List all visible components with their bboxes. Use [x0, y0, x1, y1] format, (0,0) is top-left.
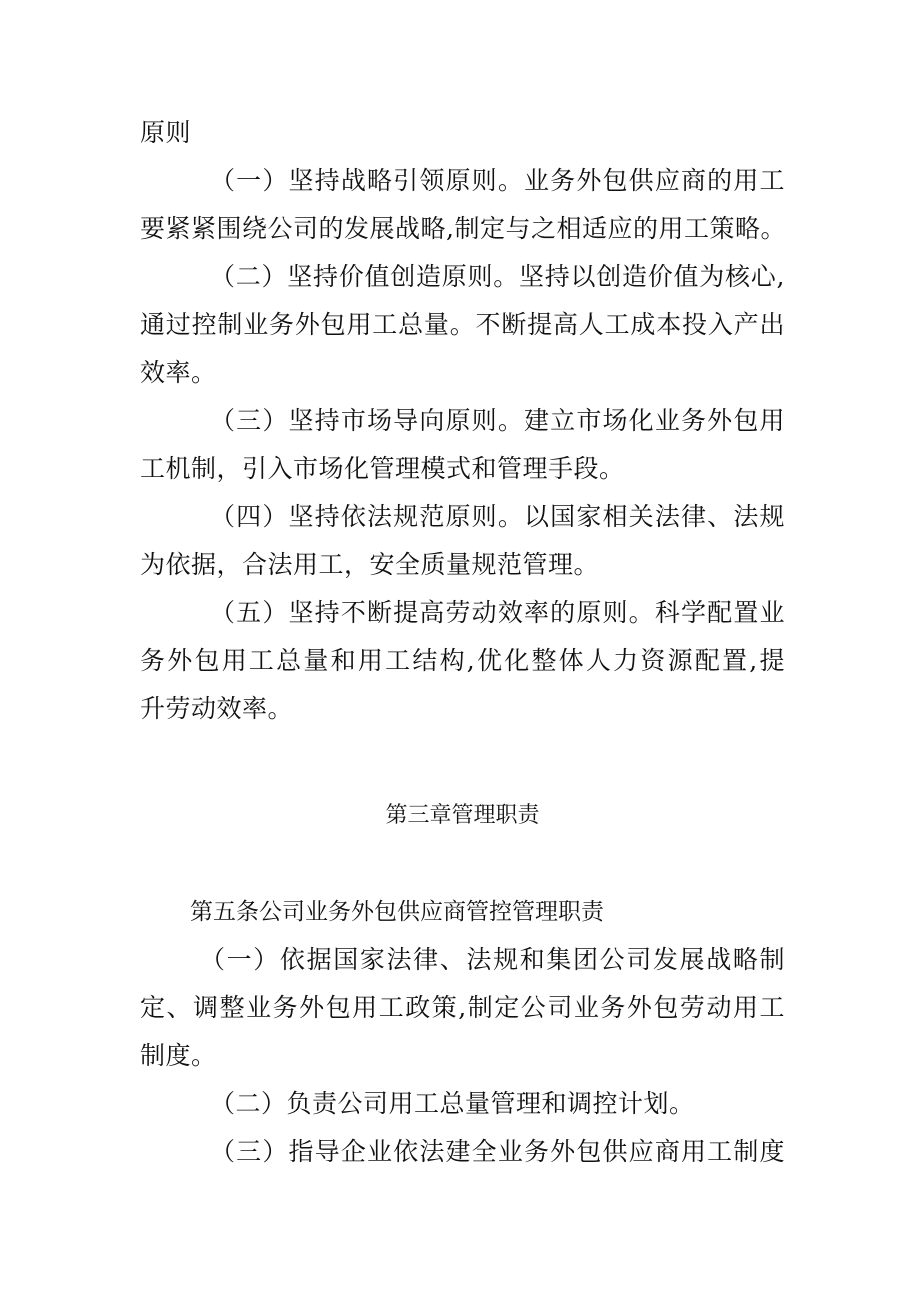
duty-3-line-1: （三）指导企业依法建全业务外包供应商用工制度: [210, 1137, 785, 1166]
duty-1-line-2: 定、调整业务外包用工政策,制定公司业务外包劳动用工: [140, 993, 785, 1022]
principle-5-line-3: 升劳动效率。: [140, 694, 294, 723]
principle-5-line-1: （五）坚持不断提高劳动效率的原则。科学配置业: [210, 598, 785, 627]
principle-1-line-2: 要紧紧围绕公司的发展战略,制定与之相适应的用工策略。: [140, 214, 786, 243]
principle-3-line-1: （三）坚持市场导向原则。建立市场化业务外包用: [210, 406, 785, 435]
chapter-heading: 第三章管理职责: [385, 803, 540, 828]
principle-2-line-1: （二）坚持价值创造原则。坚持以创造价值为核心,: [210, 262, 785, 291]
principle-3-line-2: 工机制，引入市场化管理模式和管理手段。: [140, 454, 625, 483]
article-title: 第五条公司业务外包供应商管控管理职责: [190, 899, 604, 925]
duty-1-line-1: （一）依据国家法律、法规和集团公司发展战略制: [200, 945, 785, 974]
principle-1-line-1: （一）坚持战略引领原则。业务外包供应商的用工: [210, 166, 785, 195]
principle-4-line-1: （四）坚持依法规范原则。以国家相关法律、法规: [210, 502, 785, 531]
duty-2-line-1: （二）负责公司用工总量管理和调控计划。: [210, 1089, 695, 1118]
principle-2-line-2: 通过控制业务外包用工总量。不断提高人工成本投入产出: [140, 310, 785, 339]
duty-1-line-3: 制度。: [140, 1041, 217, 1070]
principle-4-line-2: 为依据，合法用工，安全质量规范管理。: [140, 550, 600, 579]
principle-2-line-3: 效率。: [140, 358, 217, 387]
intro-tail-line: 原则: [140, 118, 192, 147]
principle-5-line-2: 务外包用工总量和用工结构,优化整体人力资源配置,提: [140, 646, 785, 675]
